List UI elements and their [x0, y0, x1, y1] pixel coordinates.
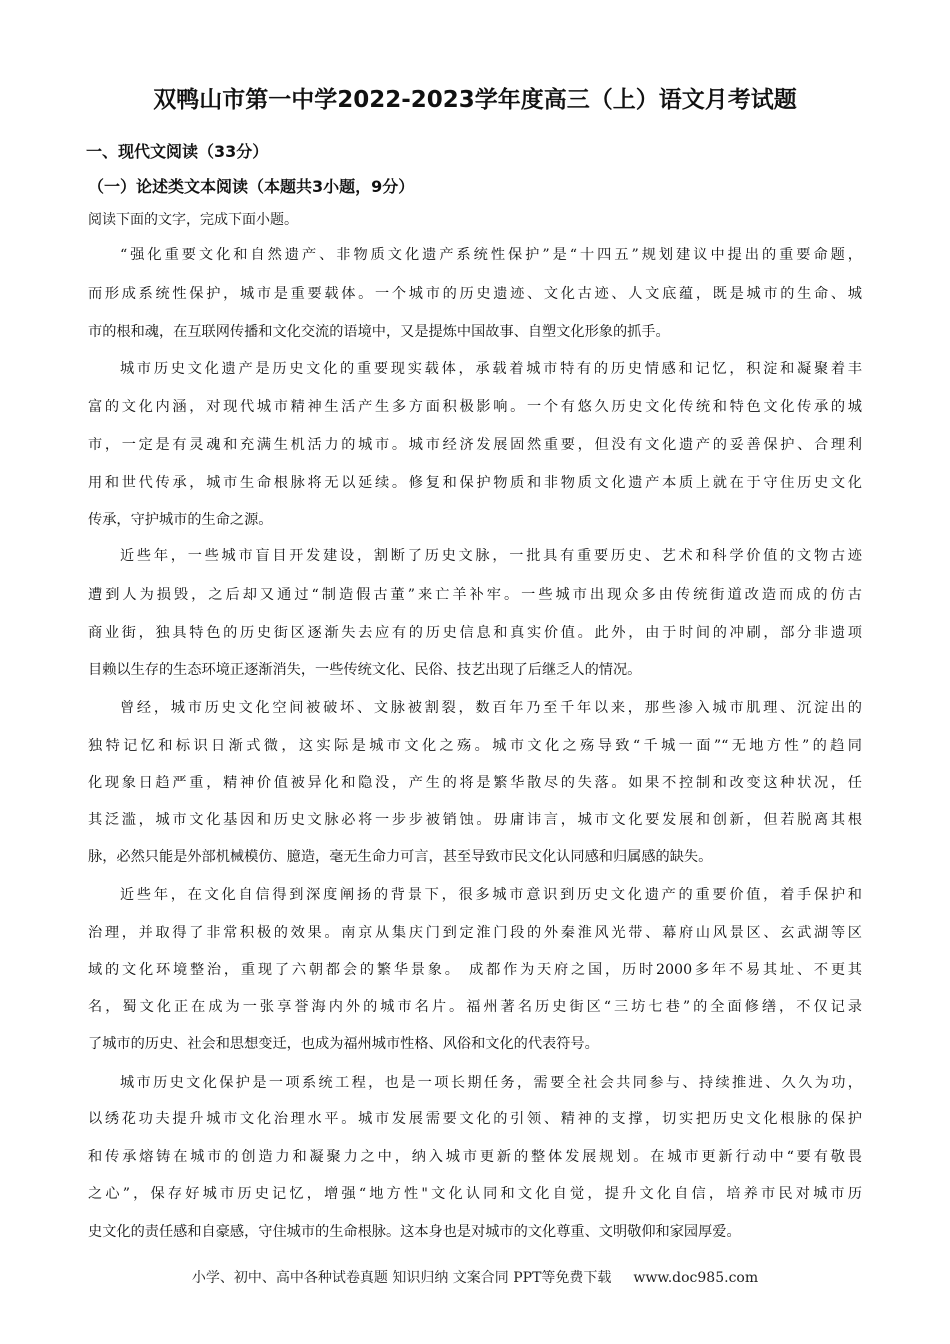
paragraph-2-line-3: 市，一定是有灵魂和充满生机活力的城市。城市经济发展固然重要，但没有文化遗产的妥善保护、合理利 [88, 437, 862, 453]
paragraph-6-line-1: 城市历史文化保护是一项系统工程，也是一项长期任务，需要全社会共同参与、持续推进、久久为功， [120, 1075, 862, 1091]
paragraph-3-line-4: 目赖以生存的生态环境正逐渐消失，一些传统文化、民俗、技艺出现了后继乏人的情况。 [88, 662, 642, 678]
paragraph-4-line-3: 化现象日趋严重，精神价值被异化和隐没，产生的将是繁华散尽的失落。如果不控制和改变这种状况，任 [88, 775, 862, 791]
paragraph-4-line-2: 独特记忆和标识日渐式微，这实际是城市文化之殇。城市文化之殇导致“千城一面”“无地方性”的趋同 [88, 738, 862, 754]
paragraph-2-line-4: 用和世代传承，城市生命根脉将无以延续。修复和保护物质和非物质文化遗产本质上就在于守住历史文化 [88, 475, 862, 491]
paragraph-6-line-4: 之心”，保存好城市历史记忆，增强“地方性"文化认同和文化自觉，提升文化自信，培养市民对城市历 [88, 1186, 862, 1202]
exam-title: 双鸭山市第一中学2022-2023学年度高三（上）语文月考试题 [153, 87, 797, 113]
paragraph-4-line-1: 曾经，城市历史文化空间被破坏、文脉被割裂，数百年乃至千年以来，那些渗入城市肌理、沉淀出的 [120, 700, 862, 716]
paragraph-3-line-3: 商业街，独具特色的历史街区逐渐失去应有的历史信息和真实价值。此外，由于时间的冲刷，部分非遗项 [88, 625, 862, 641]
paragraph-2-line-5: 传承，守护城市的生命之源。 [88, 512, 273, 528]
paragraph-2-line-2: 富的文化内涵，对现代城市精神生活产生多方面积极影响。一个有悠久历史文化传统和特色文化传承的城 [88, 399, 862, 415]
paragraph-3-line-1: 近些年，一些城市盲目开发建设，割断了历史文脉，一批具有重要历史、艺术和科学价值的文物古迹 [120, 548, 862, 564]
paragraph-6-line-2: 以绣花功夫提升城市文化治理水平。城市发展需要文化的引领、精神的支撑，切实把历史文化根脉的保护 [88, 1111, 862, 1127]
paragraph-5-line-4: 名，蜀文化正在成为一张享誉海内外的城市名片。福州著名历史街区“三坊七巷”的全面修缮，不仅记录 [88, 999, 862, 1015]
page-footer [0, 1268, 950, 1288]
paragraph-4-line-4: 其泛滥，城市文化基因和历史文脉必将一步步被销蚀。毋庸讳言，城市文化要发展和创新，但若脱离其根 [88, 812, 862, 828]
paragraph-3-line-2: 遭到人为损毁，之后却又通过“制造假古董”来亡羊补牢。一些城市出现众多由传统街道改造而成的仿古 [88, 587, 862, 603]
paragraph-5-line-2: 治理，并取得了非常积极的效果。南京从集庆门到定淮门段的外秦淮风光带、幕府山风景区、玄武湖等区 [88, 925, 862, 941]
paragraph-1-line-1: “强化重要文化和自然遗产、非物质文化遗产系统性保护”是“十四五”规划建议中提出的重要命题， [120, 247, 862, 263]
paragraph-2-line-1: 城市历史文化遗产是历史文化的重要现实载体，承载着城市特有的历史情感和记忆，积淀和凝聚着丰 [120, 361, 862, 377]
reading-instruction: 阅读下面的文字，完成下面小题。 [88, 212, 298, 228]
paragraph-1-line-3: 市的根和魂，在互联网传播和文化交流的语境中，又是提炼中国故事、自塑文化形象的抓手。 [88, 324, 670, 340]
subsection-heading: （一）论述类文本阅读（本题共3小题，9分） [88, 177, 415, 196]
paragraph-5-line-5: 了城市的历史、社会和思想变迁，也成为福州城市性格、风俗和文化的代表符号。 [88, 1036, 599, 1052]
paragraph-5-line-3: 域的文化环境整治，重现了六朝都会的繁华景象。 成都作为天府之国，历时2000多年不易其址、不更其 [88, 962, 862, 978]
footer-text: 小学、初中、高中各种试卷真题 知识归纳 文案合同 PPT等免费下载 [191, 1270, 612, 1286]
footer-url[interactable]: www.doc985.com [633, 1270, 759, 1286]
section-heading: 一、现代文阅读（33分） [86, 142, 269, 161]
paragraph-4-line-5: 脉，必然只能是外部机械模仿、臆造，毫无生命力可言，甚至导致市民文化认同感和归属感的缺失。 [88, 849, 713, 865]
paragraph-5-line-1: 近些年，在文化自信得到深度阐扬的背景下，很多城市意识到历史文化遗产的重要价值，着手保护和 [120, 887, 862, 903]
paragraph-6-line-5: 史文化的责任感和自豪感，守住城市的生命根脉。这本身也是对城市的文化尊重、文明敬仰和家园厚爱。 [88, 1224, 741, 1240]
paragraph-1-line-2: 而形成系统性保护，城市是重要载体。一个城市的历史遗迹、文化古迹、人文底蕴，既是城市的生命、城 [88, 286, 862, 302]
paragraph-6-line-3: 和传承熔铸在城市的创造力和凝聚力之中，纳入城市更新的整体发展规划。在城市更新行动中“要有敬畏 [88, 1149, 862, 1165]
